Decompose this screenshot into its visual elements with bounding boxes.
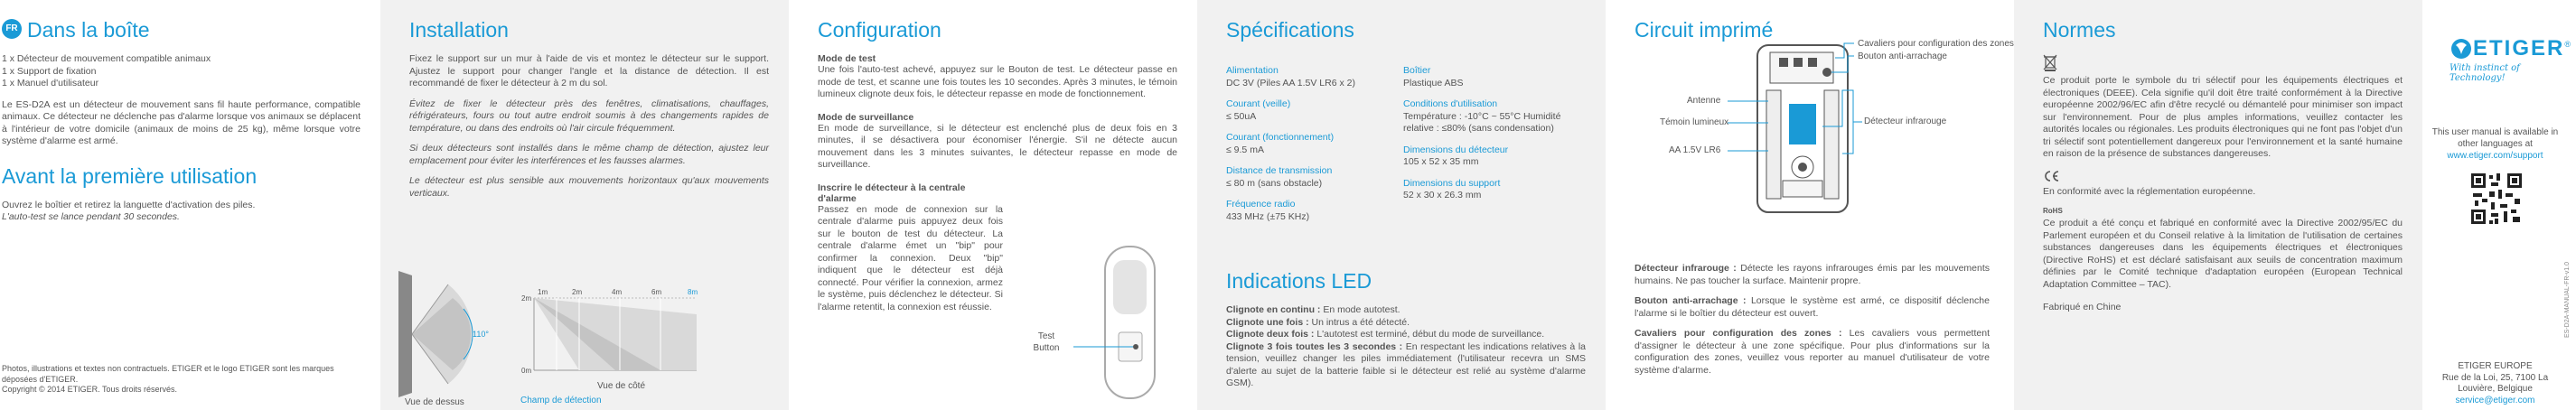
spec-item: Dimensions du détecteur 105 x 52 x 35 mm — [1403, 144, 1509, 167]
detector-test-diagram — [1019, 242, 1173, 405]
ce-mark-icon — [2043, 170, 2061, 182]
led-item: Clignote une fois : Un intrus a été détecté. — [1226, 316, 1410, 328]
label-antenna: Antenne — [1687, 96, 1721, 106]
column-configuration — [789, 0, 1197, 410]
weee-bin-icon — [2043, 53, 2057, 71]
surveillance-heading: Mode de surveillance — [818, 111, 914, 123]
section-title-installation: Installation — [409, 18, 509, 42]
distance-label: 6m — [651, 288, 662, 296]
pairing-text: Passez en mode de connexion sur la centrale d'alarme puis appuyez deux fois sur le bouton de test du détecteur. La centrale d'alarme émet un "bip" pour confirmer la connexion. Deux "bip" indiquent que le détecteur est déjà connecté. Pour vérifier la connexion, armez le système, puis déclenchez le détecteur. Si l'alarme retentit, la connexion est réussie. — [818, 203, 1003, 312]
distance-label: 4m — [612, 288, 623, 296]
document-reference: ES-D2A-MANUAL-FR-v1.0 — [2564, 262, 2571, 339]
tamper-button-icon — [1822, 68, 1831, 77]
section-title-specs: Spécifications — [1226, 18, 1354, 42]
led-section — [1226, 269, 1586, 390]
circuit-descriptions — [1635, 263, 1990, 385]
section-title-box: FR Dans la boîte — [2, 18, 361, 42]
list-item: 1 x Manuel d'utilisateur — [2, 78, 99, 89]
angle-label: 110° — [473, 330, 489, 339]
spec-item: Alimentation DC 3V (Piles AA 1.5V LR6 x 2) — [1226, 65, 1355, 89]
section-title-circuit: Circuit imprimé — [1635, 18, 1774, 42]
company-street: Rue de la Loi, 25, 7100 La Louvière, Belgique — [2441, 372, 2549, 394]
spec-item: Courant (veille) ≤ 50uA — [1226, 98, 1291, 122]
led-item: Clignote deux fois : L'autotest est terminé, début du mode de surveillance. — [1226, 329, 1545, 340]
top-view-label: Vue de dessus — [405, 397, 464, 407]
section-title-first-use: Avant la première utilisation — [2, 163, 258, 188]
weee-text: Ce produit porte le symbole du tri sélectif pour les équipements électriques et électroniques (DEEE). Cela signifie qu'il doit être traité conformément à la Directive européenne 2002/96/EC afin d'être recyclé ou démantelé pour minimiser son impact sur l'environnement. Pour de plus amples informations, veuillez contacter les autorités locales ou régionales. Les produits électroniques qui ne font pas l'objet d'un tri sélectif sont potentiellement dangereux pour l'environnement et la santé humaine en raison de la présence de substances dangereuses. — [2043, 75, 2403, 159]
tiger-logo-icon — [2450, 37, 2473, 61]
column-specifications — [1197, 0, 1606, 410]
label-jumpers: Cavaliers pour configuration des zones — [1858, 39, 2014, 49]
brand-registered: ® — [2564, 39, 2571, 49]
first-use-note: L'auto-test se lance pendant 30 secondes. — [2, 211, 180, 222]
side-view-diagram — [520, 288, 698, 405]
manual-languages-text: This user manual is available in other languages at — [2431, 127, 2559, 149]
column-standards — [2014, 0, 2422, 410]
section-title-configuration: Configuration — [818, 18, 941, 42]
support-email[interactable]: service@etiger.com — [2455, 395, 2535, 405]
box-contents-list — [2, 53, 361, 90]
rohs-text: Ce produit a été conçu et fabriqué en conformité avec la Directive 2002/95/EC du Parlement européen et du Conseil relative à la limitation de l'utilisation de certaines substances dangereuses dans les équipements électriques et électroniques (Directive RoHS) et est déclaré satisfaisant aux seuils de concentration maximum définies par le Comité technique d'adaptation européen (European Technical Adaptation Committee – TAC). — [2043, 218, 2403, 290]
section-title-standards: Normes — [2043, 18, 2116, 42]
surveillance-text: En mode de surveillance, si le détecteur est enclenché plus de deux fois en 3 minutes, il se désactivera pour économiser l'énergie. S'il ne détecte aucun mouvement dans les 3 minutes suivantes, le détecteur repasse en mode de surveillance. — [818, 122, 1177, 170]
ce-text: En conformité avec la réglementation européenne. — [2043, 185, 2256, 197]
label-battery: AA 1.5V LR6 — [1669, 145, 1721, 155]
spec-item: Boîtier Plastique ABS — [1403, 65, 1464, 89]
legal-copyright: Copyright © 2014 ETIGER. Tous droits réservés. — [2, 385, 178, 394]
brand-name: ETIGER — [2473, 36, 2565, 61]
list-item: 1 x Support de fixation — [2, 65, 97, 77]
company-name: ETIGER EUROPE — [2458, 361, 2533, 371]
battery-slot — [1766, 90, 1781, 199]
label-led: Témoin lumineux — [1660, 117, 1729, 127]
jumper-block — [1770, 52, 1833, 83]
legal-footer — [2, 364, 354, 396]
distance-label: 1m — [538, 288, 548, 296]
made-in-text: Fabriqué en Chine — [2043, 302, 2122, 312]
company-address — [2422, 361, 2568, 406]
column-circuit — [1606, 0, 2014, 410]
test-mode-text: Une fois l'auto-test achevé, appuyez sur le Bouton de test. Le détecteur passe en mode de test, et scanne une fois toutes les 10 secondes. Après 3 minutes, le témoin lumineux clignote deux fois, le détecteur repasse en mode de fonctionnement. — [818, 64, 1177, 99]
column-installation — [380, 0, 789, 410]
distance-label: 2m — [572, 288, 583, 296]
language-badge: FR — [2, 19, 22, 39]
spec-item: Dimensions du support 52 x 30 x 26.3 mm — [1403, 177, 1501, 200]
legal-trademark: Photos, illustrations et textes non contractuels. ETIGER et le logo ETIGER sont les marques déposées d'ETIGER. — [2, 364, 334, 384]
section-title-led: Indications LED — [1226, 269, 1372, 293]
label-tamper: Bouton anti-arrachage — [1858, 51, 1947, 61]
specs-right — [1403, 65, 1570, 211]
installation-warning: Évitez de fixer le détecteur près des fenêtres, climatisations, chauffages, réfrigérateurs, fours ou tout autre endroit soumis à des changements rapides de température, ou dans des endroits où l'air circule fréquemment. — [409, 98, 769, 134]
led-item: Clignote 3 fois toutes les 3 secondes : En respectant les indications relatives à la tension, veuillez changer les piles immédiatement (l'utilisateur recevra un SMS d'alerte au sujet de la batterie faible si le détecteur est relié au système d'alarme GSM). — [1226, 340, 1586, 388]
distance-label: 8m — [688, 288, 698, 296]
pir-sensor-icon — [1789, 104, 1816, 144]
installation-text: Fixez le support sur un mur à l'aide de vis et montez le détecteur sur le support. Ajustez le support pour changer l'angle et la distance de détection. Il est recommandé de fixer le détecteur à 2 m du sol. — [409, 53, 769, 89]
installation-interference: Si deux détecteurs sont installés dans le même champ de détection, ajustez leur emplacement pour éviter les interférences et les fausses alarmes. — [409, 143, 769, 166]
height-label: 0m — [521, 367, 532, 375]
product-intro: Le ES-D2A est un détecteur de mouvement sans fil haute performance, compatible animaux. Ce détecteur ne déclenche pas d'alarme lorsque vos animaux se déplacent à l'intérieur de votre domicile (animaux de moins de 25 kg), même lorsque votre système d'alarme est armé. — [2, 98, 361, 146]
qr-code-icon — [2469, 172, 2524, 226]
pairing-heading: Inscrire le détecteur à la centrale d'alarme — [818, 182, 966, 204]
column-brand — [2422, 0, 2571, 410]
support-link[interactable]: www.etiger.com/support — [2447, 151, 2543, 161]
spec-item: Courant (fonctionnement) ≤ 9.5 mA — [1226, 132, 1335, 155]
detection-field-diagram — [398, 271, 769, 406]
desc-tamper: Bouton anti-arrachage : Lorsque le système est armé, ce dispositif déclenche l'alarme si le boîtier du détecteur est ouvert. — [1635, 295, 1990, 319]
top-view-diagram — [398, 271, 489, 407]
installation-sensitivity: Le détecteur est plus sensible aux mouvements horizontaux qu'aux mouvements verticaux. — [409, 175, 769, 199]
spec-item: Distance de transmission ≤ 80 m (sans obstacle) — [1226, 165, 1333, 189]
desc-jumpers: Cavaliers pour configuration des zones : Les cavaliers vous permettent d'assigner le détecteur à une zone spécifique. Pour plus d'informations sur la configuration des zones, veuillez vous reporter au manuel d'utilisateur de votre système d'alarme. — [1635, 328, 1990, 376]
spec-item: Conditions d'utilisation Température : -10°C ~ 55°C Humidité relative : ≤80% (sans condensation) — [1403, 98, 1561, 134]
specs-left — [1226, 65, 1398, 232]
desc-pir: Détecteur infrarouge : Détecte les rayons infrarouges émis par les mouvements humains. Ne pas toucher la surface. Maintenir propre. — [1635, 263, 1990, 286]
test-button-dot — [1133, 344, 1138, 349]
first-use-step: Ouvrez le boîtier et retirez la languette d'activation des piles. — [2, 199, 256, 210]
test-mode-heading: Mode de test — [818, 53, 876, 64]
spec-item: Fréquence radio 433 MHz (±75 KHz) — [1226, 199, 1310, 222]
height-label: 2m — [521, 294, 532, 303]
manual-languages — [2422, 126, 2568, 162]
wall-shape — [398, 271, 412, 397]
side-view-label: Vue de côté — [597, 381, 646, 391]
brand-slogan: With instinct of Technology! — [2450, 63, 2520, 83]
column-box-contents — [0, 0, 380, 410]
detection-field-label: Champ de détection — [520, 396, 602, 405]
list-item: 1 x Détecteur de mouvement compatible animaux — [2, 53, 211, 64]
rohs-mark-icon: RoHS — [2043, 207, 2063, 215]
brand-logo — [2450, 36, 2576, 83]
led-item: Clignote en continu : En mode autotest. — [1226, 304, 1400, 315]
label-pir: Détecteur infrarouge — [1864, 116, 1947, 126]
detector-lens — [1113, 260, 1147, 314]
test-button-label: Test Button — [1033, 331, 1060, 353]
